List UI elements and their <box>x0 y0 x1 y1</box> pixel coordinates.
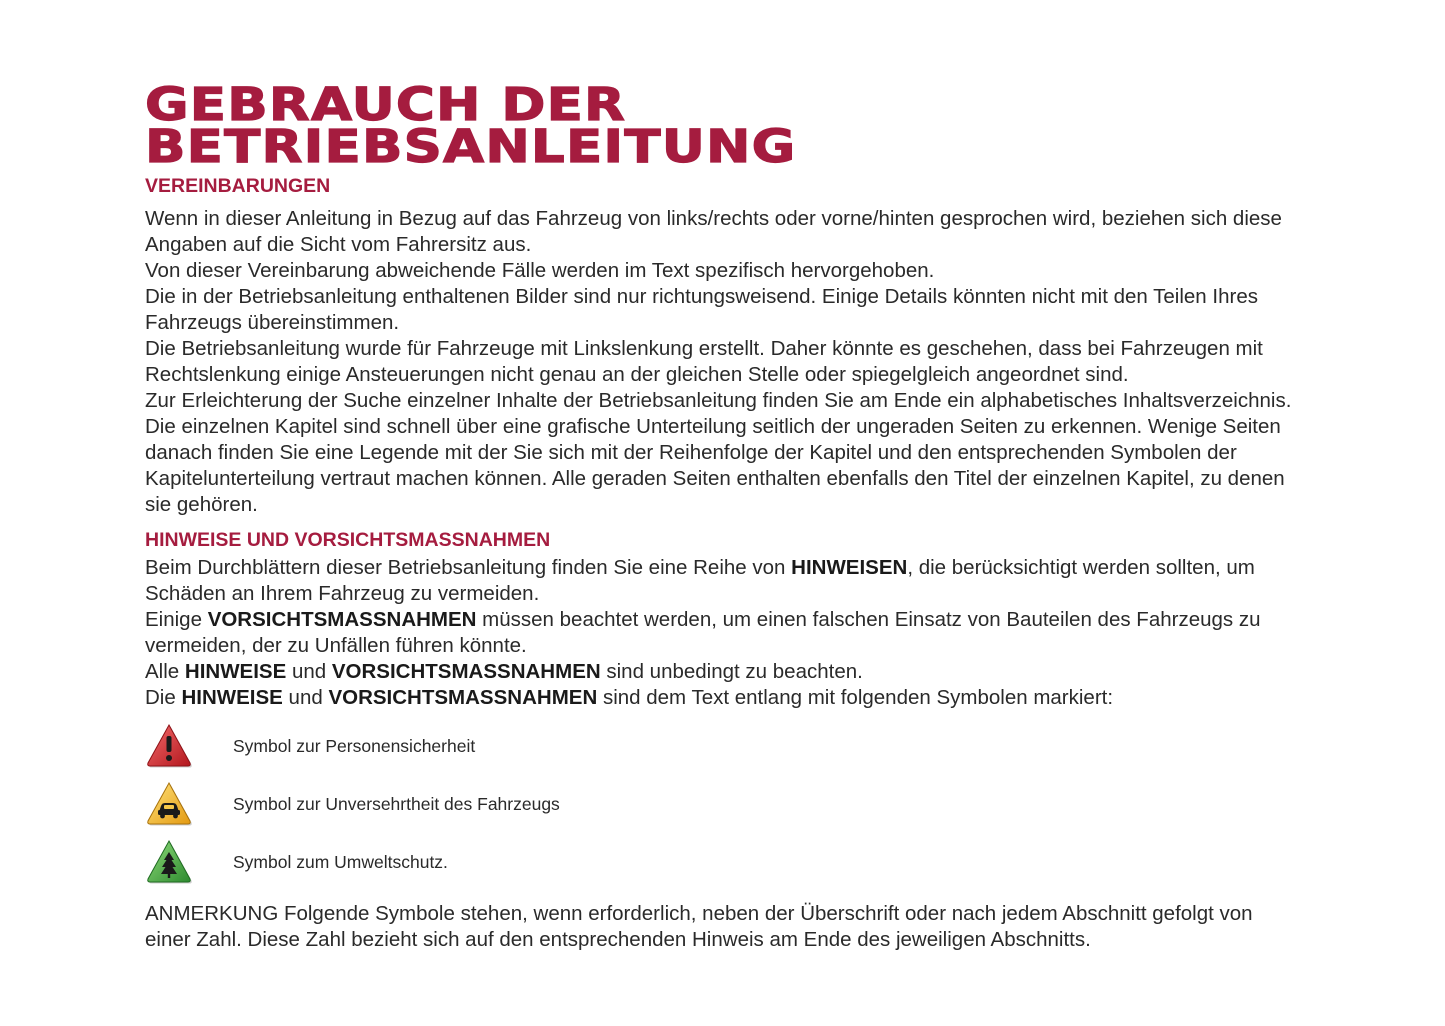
page-title-line-1: GEBRAUCH DER <box>145 78 627 131</box>
page-title-line-2: BETRIEBSANLEITUNG <box>145 120 797 173</box>
warnings-text <box>145 555 1295 711</box>
symbol-row-personal-safety <box>145 717 1295 775</box>
bold-term: VORSICHTSMASSNAHMEN <box>207 608 477 631</box>
page-title <box>145 78 1445 173</box>
bold-term: VORSICHTSMASSNAHMEN <box>331 660 601 683</box>
bold-term: HINWEISEN <box>791 556 908 579</box>
section-heading-conventions: VEREINBARUNGEN <box>145 175 331 197</box>
vehicle-integrity-warning-icon <box>145 780 193 828</box>
conventions-text <box>145 206 1295 518</box>
symbol-legend <box>145 717 1295 891</box>
bold-term: VORSICHTSMASSNAHMEN <box>328 686 598 709</box>
text-run: sind dem Text entlang mit folgenden Symbolen markiert: <box>597 686 1114 709</box>
conventions-paragraph: Die in der Betriebsanleitung enthaltenen Bilder sind nur richtungsweisend. Einige Details könnten nicht mit den Teilen Ihres Fahrzeugs übereinstimmen. <box>145 285 1258 334</box>
symbol-label: Symbol zur Unversehrtheit des Fahrzeugs <box>233 793 560 814</box>
warnings-paragraph <box>145 685 1295 711</box>
conventions-paragraph: Die Betriebsanleitung wurde für Fahrzeuge mit Linkslenkung erstellt. Daher könnte es geschehen, dass bei Fahrzeugen mit Rechtslenkung einige Ansteuerungen nicht genau an der gleichen Stelle oder spiegelgleich angeordnet sind. <box>145 337 1263 386</box>
bold-term: HINWEISE <box>184 660 287 683</box>
text-run: Einige <box>145 608 208 631</box>
symbol-label: Symbol zum Umweltschutz. <box>233 851 448 872</box>
symbol-row-environment <box>145 833 1295 891</box>
conventions-paragraph: Zur Erleichterung der Suche einzelner Inhalte der Betriebsanleitung finden Sie am Ende ein alphabetisches Inhaltsverzeichnis. Die einzelnen Kapitel sind schnell über eine grafische Unterteilung seitlich der ungeraden Seiten zu erkennen. Wenige Seiten danach finden Sie eine Legende mit der Sie sich mit der Reihenfolge der Kapitel und den entsprechenden Symbolen der Kapitelunterteilung vertraut machen können. Alle geraden Seiten enthalten ebenfalls den Titel der einzelnen Kapitel, zu denen sie gehören. <box>145 389 1292 516</box>
text-run: und <box>286 660 332 683</box>
warnings-paragraph <box>145 659 1295 685</box>
note-paragraph: ANMERKUNG Folgende Symbole stehen, wenn erforderlich, neben der Überschrift oder nach jedem Abschnitt gefolgt von einer Zahl. Diese Zahl bezieht sich auf den entsprechenden Hinweis am Ende des jeweiligen Abschnitts. <box>145 902 1253 951</box>
warnings-paragraph <box>145 607 1295 659</box>
text-run: Alle <box>145 660 185 683</box>
manual-page <box>145 78 1295 953</box>
text-run: und <box>282 686 329 709</box>
warnings-paragraph <box>145 555 1295 607</box>
text-run: , die berücksichtigt werden sollten, um Schäden an Ihrem Fahrzeug zu vermeiden. <box>145 556 1255 605</box>
text-run: müssen beachtet werden, um einen falschen Einsatz von Bauteilen des Fahrzeugs zu vermeiden, der zu Unfällen führen könnte. <box>145 608 1261 657</box>
conventions-paragraph: Wenn in dieser Anleitung in Bezug auf das Fahrzeug von links/rechts oder vorne/hinten gesprochen wird, beziehen sich diese Angaben auf die Sicht vom Fahrersitz aus. <box>145 207 1282 256</box>
text-run: Die <box>145 686 182 709</box>
text-run: sind unbedingt zu beachten. <box>600 660 863 683</box>
conventions-paragraph: Von dieser Vereinbarung abweichende Fälle werden im Text spezifisch hervorgehoben. <box>145 259 935 282</box>
environment-protection-icon <box>145 838 193 886</box>
symbol-row-vehicle-integrity <box>145 775 1295 833</box>
personal-safety-warning-icon <box>145 722 193 770</box>
bold-term: HINWEISE <box>181 686 283 709</box>
text-run: Beim Durchblättern dieser Betriebsanleitung finden Sie eine Reihe von <box>145 556 792 579</box>
symbol-label: Symbol zur Personensicherheit <box>233 735 476 756</box>
section-heading-warnings: HINWEISE UND VORSICHTSMASSNAHMEN <box>145 529 551 551</box>
